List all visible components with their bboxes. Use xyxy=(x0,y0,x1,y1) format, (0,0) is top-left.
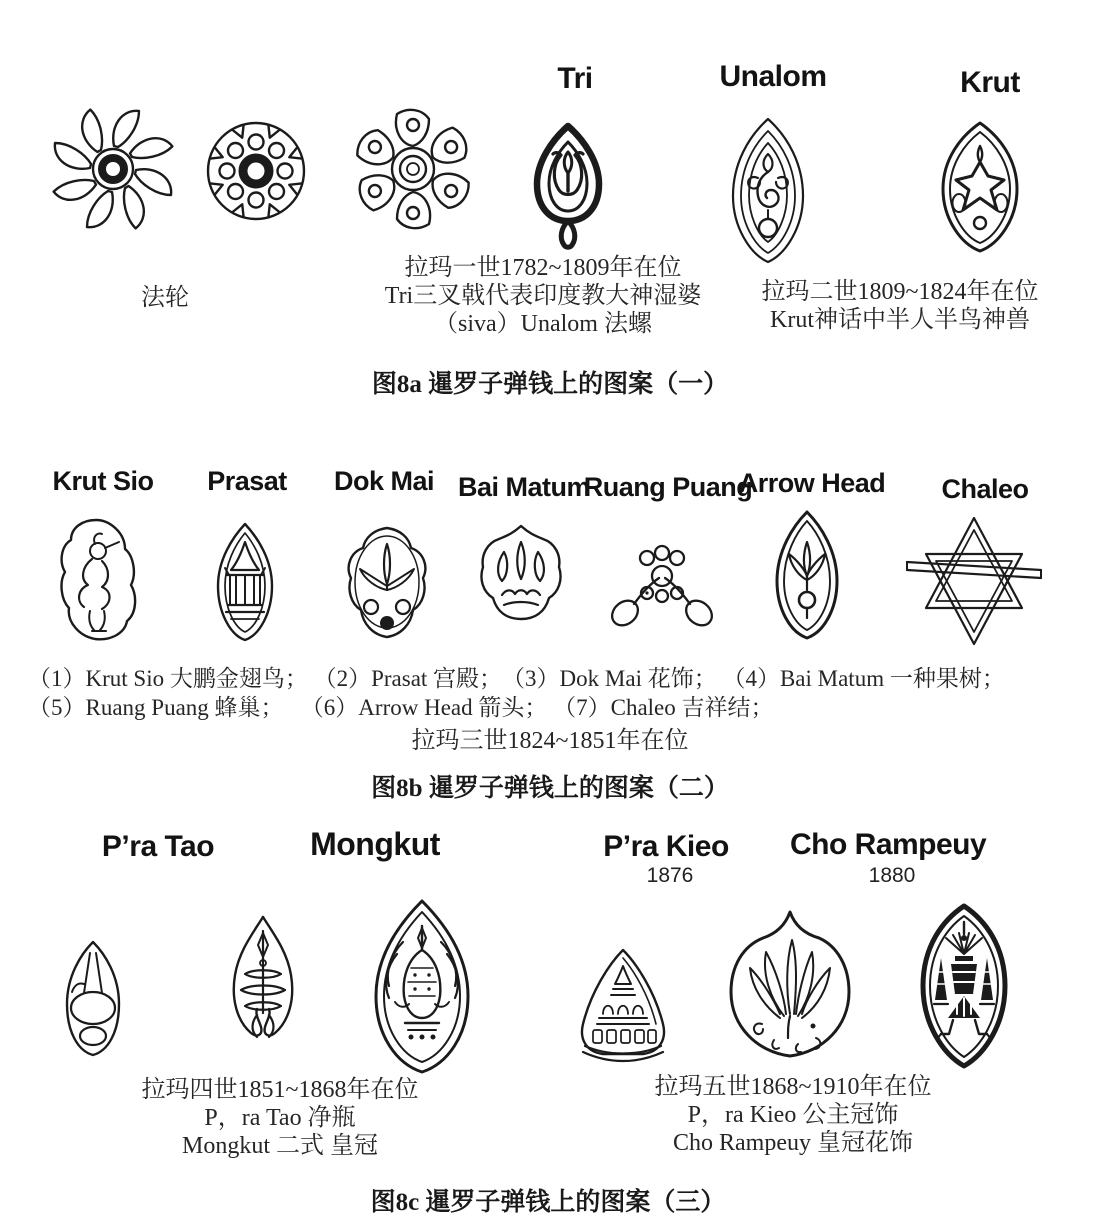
cho-rampeuy-leaf-symbol xyxy=(714,906,866,1076)
mongkut-symbol xyxy=(344,896,500,1078)
rama5-caption-line1: 拉玛五世1868~1910年在位 xyxy=(654,1074,932,1100)
prasat-symbol xyxy=(204,520,286,646)
rama2-caption xyxy=(735,278,1065,334)
rama4-caption-line1: 拉玛四世1851~1868年在位 xyxy=(141,1077,419,1103)
wheel-caption: 法轮 xyxy=(141,285,189,311)
symbol-label-tri: Tri xyxy=(557,62,593,95)
symbol-label-mongkut: Mongkut xyxy=(310,826,440,862)
symbol-label-bai-matum: Bai Matum xyxy=(457,472,591,502)
mongkut-style2-symbol xyxy=(210,912,316,1068)
symbol-label-unalom: Unalom xyxy=(719,60,827,93)
krut-sio-symbol xyxy=(52,516,140,648)
figure-8a-title: 图8a 暹罗子弹钱上的图案（一） xyxy=(371,371,729,398)
symbol-label-dok-mai: Dok Mai xyxy=(333,466,435,496)
rama5-caption xyxy=(618,1073,968,1157)
rama5-caption-line2: P，ra Kieo 公主冠饰 xyxy=(687,1102,899,1128)
rama4-caption xyxy=(105,1076,455,1160)
arrow-head-symbol xyxy=(754,508,860,650)
ruang-puang-symbol xyxy=(598,536,726,632)
bai-matum-symbol xyxy=(466,520,576,636)
rama4-caption-line2: P，ra Tao 净瓶 xyxy=(204,1105,356,1131)
cho-rampeuy-crown-symbol xyxy=(896,902,1032,1074)
dok-mai-symbol xyxy=(334,524,440,650)
symbol-label-cho-rampeuy: Cho Rampeuy xyxy=(790,828,987,861)
symbol-label-ruang-puang: Ruang Puang xyxy=(583,472,753,502)
rama1-caption xyxy=(378,254,708,338)
rama1-caption-line1: 拉玛一世1782~1809年在位 xyxy=(404,255,682,281)
figure-8b-title: 图8b 暹罗子弹钱上的图案（二） xyxy=(371,775,729,802)
figure-8c-title: 图8c 暹罗子弹钱上的图案（三） xyxy=(370,1189,726,1216)
rama4-caption-line3: Mongkut 二式 皇冠 xyxy=(181,1133,378,1159)
symbol-label-arrow-head: Arrow Head xyxy=(738,468,886,498)
symbol-label-krut-sio: Krut Sio xyxy=(52,466,154,496)
rama2-caption-line2: Krut神话中半人半鸟神兽 xyxy=(770,307,1030,333)
unalom-symbol xyxy=(706,114,830,266)
rama5-caption-line3: Cho Rampeuy 皇冠花饰 xyxy=(673,1130,913,1156)
pra-kieo-year: 1876 xyxy=(646,864,694,887)
rama1-caption-line3: （siva）Unalom 法螺 xyxy=(434,311,652,337)
cho-rampeuy-year: 1880 xyxy=(868,864,916,887)
tri-symbol xyxy=(518,120,618,260)
symbol-label-pra-kieo: P’ra Kieo xyxy=(603,830,729,863)
pra-tao-symbol xyxy=(45,938,140,1062)
dharma-wheel-swirl-symbol xyxy=(52,96,174,242)
symbol-label-pra-tao: P’ra Tao xyxy=(101,830,215,863)
krut-symbol xyxy=(918,118,1042,262)
dharma-wheel-petals-symbol xyxy=(348,94,478,244)
symbol-label-chaleo: Chaleo xyxy=(941,474,1029,504)
rama2-caption-line1: 拉玛二世1809~1824年在位 xyxy=(761,279,1039,305)
rama3-caption: 拉玛三世1824~1851年在位 xyxy=(411,728,689,754)
legend-line-2: （5）Ruang Puang 蜂巢； （6）Arrow Head 箭头； （7）Chaleo 吉祥结； xyxy=(28,695,774,720)
symbol-label-prasat: Prasat xyxy=(207,466,287,496)
symbol-label-krut: Krut xyxy=(960,66,1020,99)
rama1-caption-line2: Tri三叉戟代表印度教大神湿婆 xyxy=(384,283,702,309)
legend-line-1: （1）Krut Sio 大鹏金翅鸟； （2）Prasat 宫殿； （3）Dok Mai 花饰； （4）Bai Matum 一种果树； xyxy=(28,666,1005,691)
pra-kieo-symbol xyxy=(562,944,684,1072)
dharma-wheel-dots-symbol xyxy=(196,100,316,242)
chaleo-symbol xyxy=(903,504,1045,656)
